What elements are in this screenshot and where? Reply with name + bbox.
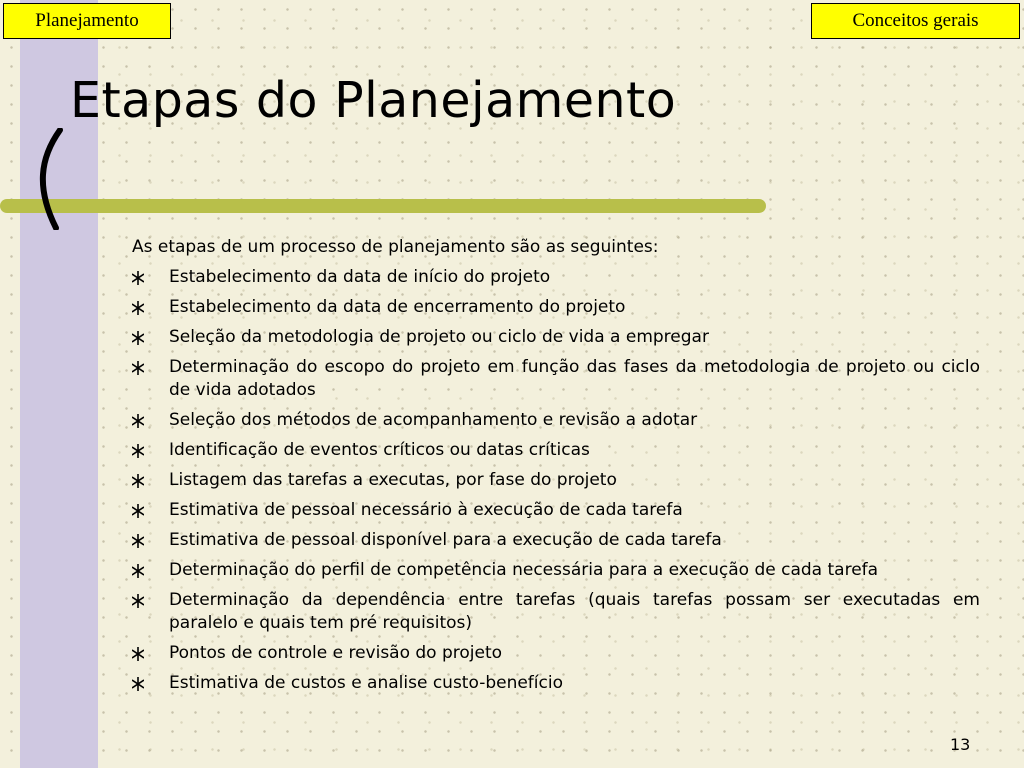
list-item [132, 409, 980, 432]
asterisk-bullet-icon [132, 271, 144, 285]
page-number: 13 [950, 735, 971, 754]
list-item [132, 642, 980, 665]
list-item-text: Estimativa de custos e analise custo-benefício [169, 673, 563, 693]
asterisk-bullet-icon [132, 361, 144, 375]
list-item [132, 672, 980, 695]
list-item-text: Estimativa de pessoal necessário à execução de cada tarefa [169, 500, 683, 520]
list-item [132, 356, 980, 402]
slide-title: Etapas do Planejamento [70, 72, 677, 129]
list-item-text: Seleção dos métodos de acompanhamento e revisão a adotar [169, 410, 698, 430]
list-item-text: Pontos de controle e revisão do projeto [169, 643, 503, 663]
asterisk-bullet-icon [132, 331, 144, 345]
steps-list [132, 266, 980, 695]
list-item [132, 326, 980, 349]
list-item-text: Estabelecimento da data de encerramento do projeto [169, 297, 626, 317]
asterisk-bullet-icon [132, 474, 144, 488]
list-item-text: Listagem das tarefas a executas, por fase do projeto [169, 470, 617, 490]
asterisk-bullet-icon [132, 534, 144, 548]
list-item [132, 296, 980, 319]
list-item [132, 559, 980, 582]
title-underline-bar [0, 199, 766, 213]
list-item-text: Determinação da dependência entre tarefas (quais tarefas possam ser executadas em paralelo e quais tem pré requisitos) [169, 590, 980, 633]
list-item [132, 589, 980, 635]
list-item-text: Estimativa de pessoal disponível para a execução de cada tarefa [169, 530, 722, 550]
asterisk-bullet-icon [132, 301, 144, 315]
nav-button-conceitos-gerais[interactable]: Conceitos gerais [811, 3, 1020, 39]
bracket-decoration [34, 128, 64, 230]
asterisk-bullet-icon [132, 647, 144, 661]
list-item-text: Identificação de eventos críticos ou datas críticas [169, 440, 590, 460]
list-item [132, 499, 980, 522]
slide-body [132, 236, 980, 702]
asterisk-bullet-icon [132, 594, 144, 608]
asterisk-bullet-icon [132, 564, 144, 578]
list-item [132, 469, 980, 492]
list-item-text: Determinação do escopo do projeto em função das fases da metodologia de projeto ou ciclo de vida adotados [169, 357, 980, 400]
list-item [132, 266, 980, 289]
list-item-text: Estabelecimento da data de início do projeto [169, 267, 551, 287]
asterisk-bullet-icon [132, 504, 144, 518]
list-item-text: Seleção da metodologia de projeto ou ciclo de vida a empregar [169, 327, 709, 347]
list-item-text: Determinação do perfil de competência necessária para a execução de cada tarefa [169, 560, 879, 580]
asterisk-bullet-icon [132, 444, 144, 458]
nav-button-planejamento[interactable]: Planejamento [3, 3, 171, 39]
list-item [132, 439, 980, 462]
asterisk-bullet-icon [132, 414, 144, 428]
list-item [132, 529, 980, 552]
asterisk-bullet-icon [132, 677, 144, 691]
intro-text: As etapas de um processo de planejamento são as seguintes: [132, 237, 659, 257]
